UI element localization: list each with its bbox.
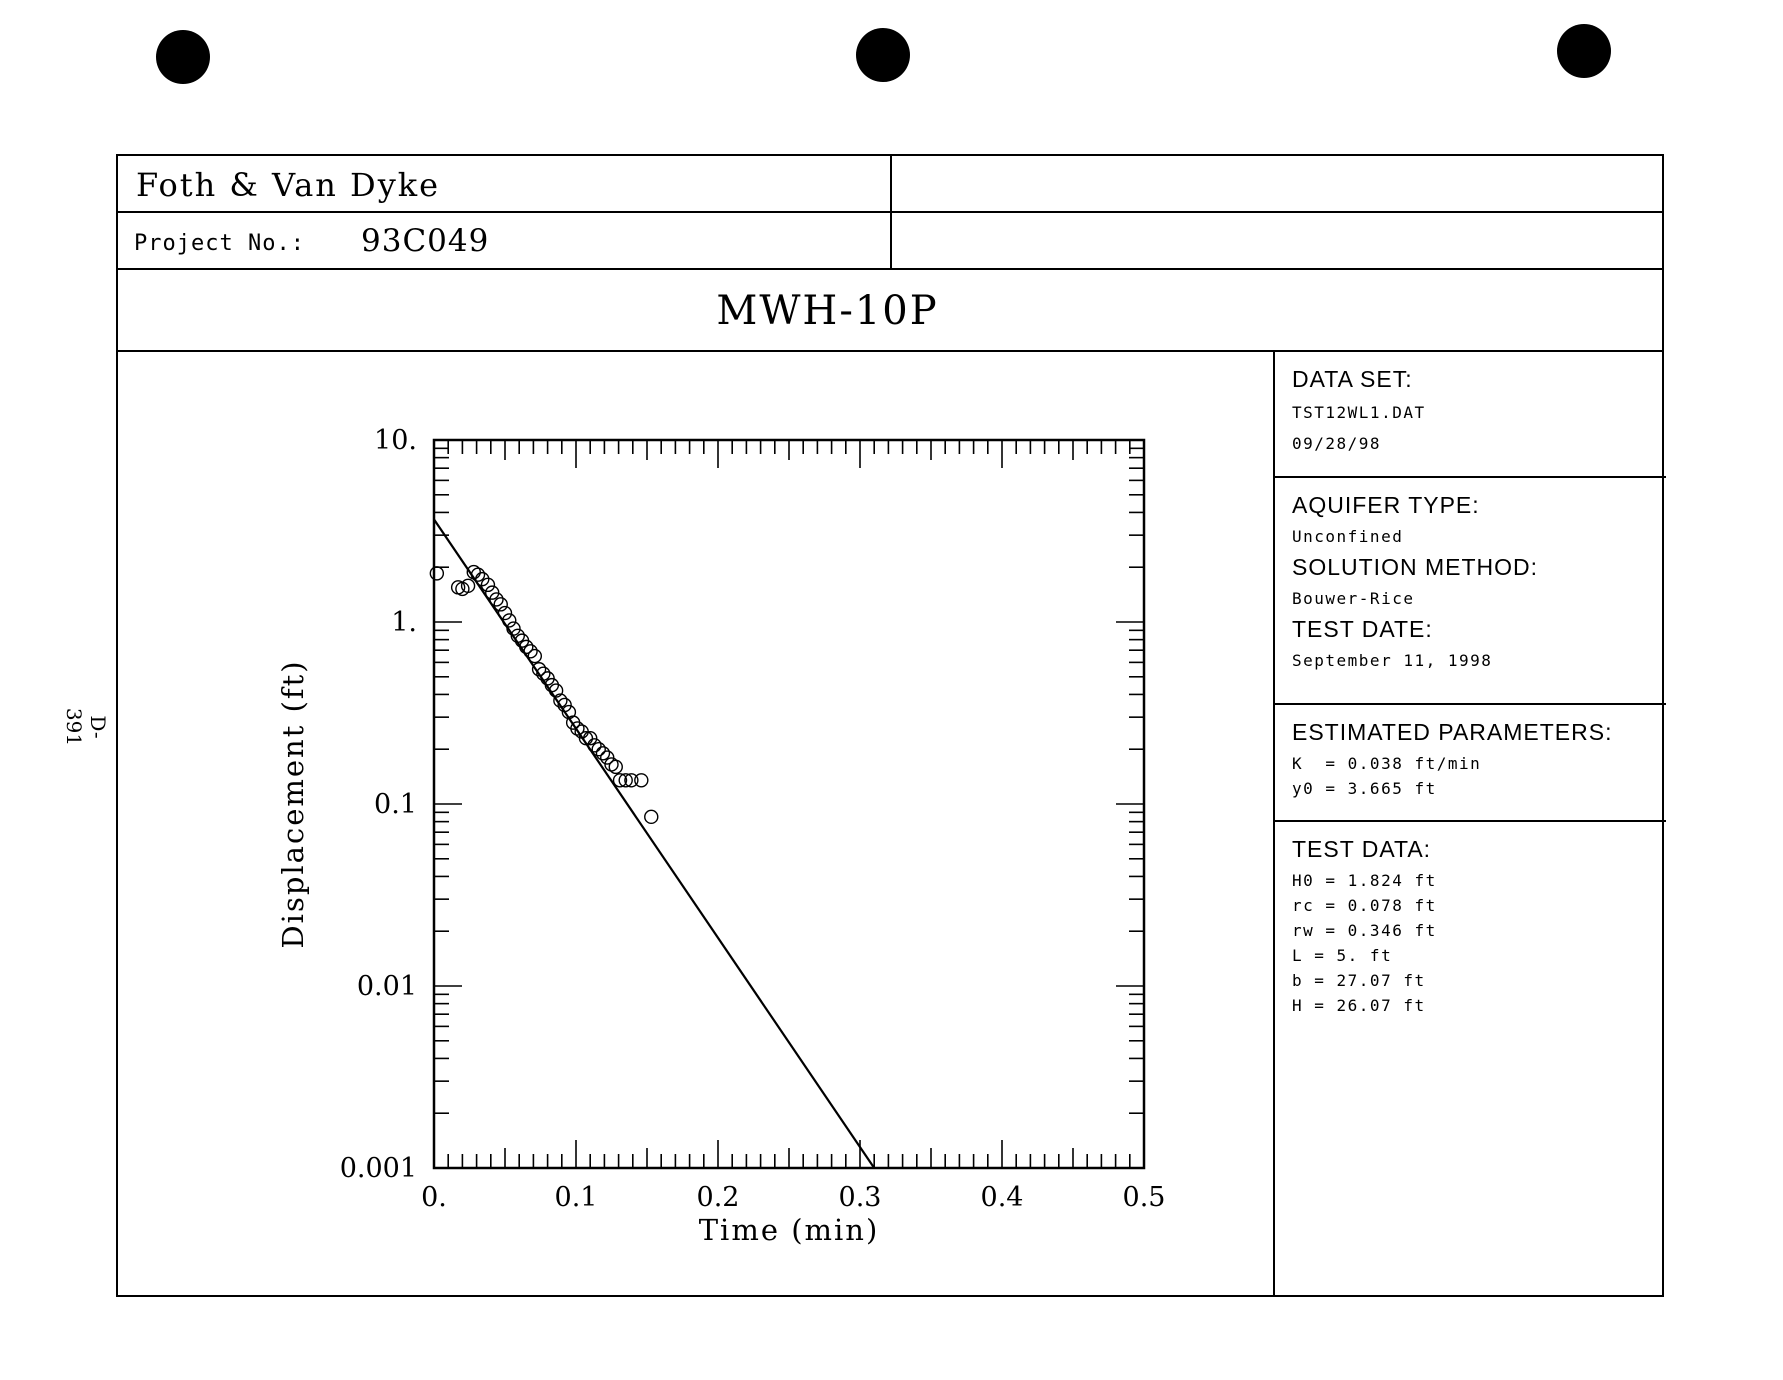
punch-hole bbox=[156, 30, 210, 84]
aquifer-section bbox=[1275, 478, 1666, 705]
data-set-file: TST12WL1.DAT bbox=[1292, 403, 1426, 422]
test-data-rw: rw = 0.346 ft bbox=[1292, 921, 1437, 940]
well-title: MWH-10P bbox=[716, 288, 939, 334]
project-number: 93C049 bbox=[361, 223, 490, 259]
title-row bbox=[118, 270, 1662, 352]
x-tick-label: 0.4 bbox=[980, 1182, 1024, 1213]
test-data-title: TEST DATA: bbox=[1292, 836, 1432, 862]
info-panel bbox=[1273, 352, 1666, 1297]
project-label: Project No.: bbox=[134, 231, 305, 256]
aquifer-type-value: Unconfined bbox=[1292, 527, 1404, 546]
estimated-parameters-title: ESTIMATED PARAMETERS: bbox=[1292, 719, 1613, 745]
data-set-section bbox=[1275, 352, 1666, 478]
company-name: Foth & Van Dyke bbox=[136, 166, 441, 204]
test-data-h: H = 26.07 ft bbox=[1292, 996, 1426, 1015]
y-tick-label: 0.1 bbox=[374, 789, 417, 820]
data-set-date: 09/28/98 bbox=[1292, 434, 1382, 453]
x-tick-label: 0.3 bbox=[838, 1182, 882, 1213]
test-data-rc: rc = 0.078 ft bbox=[1292, 896, 1437, 915]
data-set-title: DATA SET: bbox=[1292, 366, 1413, 392]
parameter-k: K = 0.038 ft/min bbox=[1292, 754, 1482, 773]
y-tick-label: 0.01 bbox=[356, 971, 417, 1002]
punch-hole bbox=[1557, 24, 1611, 78]
test-date-title: TEST DATE: bbox=[1292, 616, 1433, 642]
parameter-y0: y0 = 3.665 ft bbox=[1292, 779, 1437, 798]
test-data-l: L = 5. ft bbox=[1292, 946, 1393, 965]
header-divider bbox=[890, 156, 892, 270]
test-date-value: September 11, 1998 bbox=[1292, 651, 1493, 670]
y-tick-label: 10. bbox=[374, 425, 417, 456]
solution-method-value: Bouwer-Rice bbox=[1292, 589, 1415, 608]
punch-hole bbox=[856, 28, 910, 82]
x-tick-label: 0.5 bbox=[1122, 1182, 1166, 1213]
x-tick-label: 0.1 bbox=[554, 1182, 598, 1213]
page-number-label: D-391 bbox=[62, 707, 110, 747]
y-tick-label: 0.001 bbox=[339, 1153, 417, 1184]
aquifer-type-title: AQUIFER TYPE: bbox=[1292, 492, 1480, 518]
test-data-h0: H0 = 1.824 ft bbox=[1292, 871, 1437, 890]
y-tick-label: 1. bbox=[391, 607, 417, 638]
x-tick-label: 0.2 bbox=[696, 1182, 740, 1213]
x-axis-title: Time (min) bbox=[698, 1213, 880, 1247]
report-sheet bbox=[116, 154, 1664, 1297]
solution-method-title: SOLUTION METHOD: bbox=[1292, 554, 1539, 580]
x-tick-label: 0. bbox=[421, 1182, 447, 1213]
estimated-parameters-section bbox=[1275, 705, 1666, 822]
test-data-b: b = 27.07 ft bbox=[1292, 971, 1426, 990]
y-axis-title: Displacement (ft) bbox=[276, 659, 310, 949]
test-data-section bbox=[1275, 822, 1666, 1292]
